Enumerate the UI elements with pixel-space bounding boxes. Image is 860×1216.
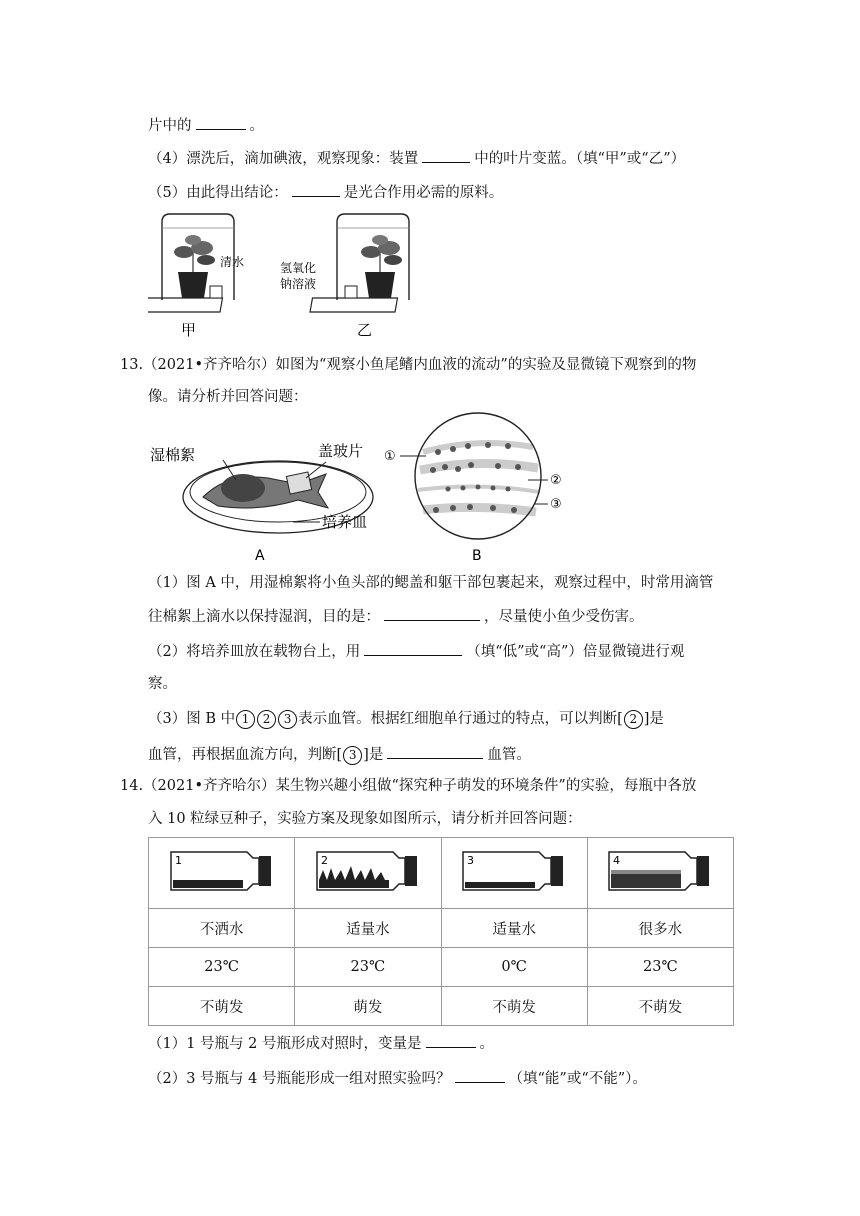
label-naoh-1: 氢氧化	[280, 261, 317, 275]
bottle-2-icon	[313, 846, 423, 896]
table-cell: 适量水	[295, 909, 441, 948]
q12-item-5: （5）由此得出结论： 是光合作用必需的原料。	[148, 180, 503, 204]
table-cell: 萌发	[295, 987, 441, 1026]
label-cotton: 湿棉絮	[150, 446, 196, 464]
bottle-number: 4	[613, 854, 621, 867]
label-yi: 乙	[357, 321, 373, 339]
label-A: A	[255, 548, 265, 564]
answer-blank[interactable]	[426, 1031, 476, 1048]
table-cell: 23℃	[587, 948, 733, 987]
bottle-cell-1	[149, 838, 295, 909]
bottle-number: 2	[320, 854, 328, 867]
microscope-view	[415, 413, 541, 539]
seed-experiment-table	[148, 837, 734, 1026]
table-cell: 不萌发	[149, 987, 295, 1026]
q14-item1: （1）1 号瓶与 2 号瓶形成对照时，变量是 。	[148, 1031, 494, 1055]
table-cell: 23℃	[149, 948, 295, 987]
q12-item-4: （4）漂洗后，滴加碘液，观察现象：装置 中的叶片变蓝。（填“甲”或“乙”）	[148, 146, 685, 170]
table-cell: 不萌发	[441, 987, 587, 1026]
jar-right	[310, 214, 409, 312]
q13-item2-line2: 察。	[148, 676, 177, 692]
table-cell: 不洒水	[149, 909, 295, 948]
table-cell: 23℃	[295, 948, 441, 987]
table-row-water	[149, 909, 734, 948]
q13-stem-line1: 13.（2021•齐齐哈尔）如图为“观察小鱼尾鳍内血液的流动”的实验及显微镜下观察到的物	[120, 357, 697, 373]
circle-num: 1	[236, 710, 255, 729]
label-circle-3: ③	[550, 497, 562, 512]
circle-num: 3	[343, 746, 362, 765]
q12-line-a: 片中的 。	[148, 113, 264, 137]
q14-stem-line1: 14.（2021•齐齐哈尔）某生物兴趣小组做“探究种子萌发的环境条件”的实验，每瓶中各放	[120, 778, 697, 794]
q13-item1-line2: 往棉絮上滴水以保持湿润，目的是： ，尽量使小鱼少受伤害。	[148, 604, 644, 628]
answer-blank[interactable]	[196, 113, 246, 130]
label-circle-1: ①	[384, 449, 396, 464]
q13-item3-line1: （3）图 B 中 1 2 3 表示血管。根据红细胞单行通过的特点，可以判断[ 2 ]是	[148, 711, 664, 727]
table-row-result	[149, 987, 734, 1026]
q13-item1-line1: （1）图 A 中，用湿棉絮将小鱼头部的鳃盖和躯干部包裹起来，观察过程中，时常用滴管	[148, 575, 714, 591]
bell-jar-figure	[148, 210, 438, 340]
answer-blank[interactable]	[387, 742, 483, 759]
label-B: B	[472, 548, 482, 564]
bottle-1-icon	[167, 846, 277, 896]
label-jia: 甲	[181, 321, 197, 339]
q14-item2: （2）3 号瓶与 4 号瓶能形成一组对照实验吗？ （填“能”或“不能”）。	[148, 1066, 647, 1090]
jar-left	[148, 214, 244, 339]
label-dish: 培养皿	[322, 513, 368, 531]
label-circle-2: ②	[550, 473, 562, 488]
circle-num: 2	[624, 710, 643, 729]
table-cell: 很多水	[587, 909, 733, 948]
label-coverslip: 盖玻片	[318, 442, 364, 460]
circle-num: 3	[278, 710, 297, 729]
fish-microscope-figure	[148, 412, 568, 564]
table-cell: 0℃	[441, 948, 587, 987]
bottle-3-icon	[459, 846, 569, 896]
answer-blank[interactable]	[455, 1066, 505, 1083]
bottle-cell-2	[295, 838, 441, 909]
bottle-cell-4	[587, 838, 733, 909]
answer-blank[interactable]	[364, 639, 462, 656]
table-cell: 适量水	[441, 909, 587, 948]
bottle-number: 1	[174, 854, 182, 867]
table-cell: 不萌发	[587, 987, 733, 1026]
bottle-4-icon	[605, 846, 715, 896]
bottle-number: 3	[467, 854, 475, 867]
q14-stem-line2: 入 10 粒绿豆种子，实验方案及现象如图所示，请分析并回答问题：	[148, 811, 582, 827]
circle-num: 2	[257, 710, 276, 729]
answer-blank[interactable]	[384, 604, 480, 621]
answer-blank[interactable]	[422, 146, 470, 163]
table-row-temp	[149, 948, 734, 987]
bottle-cell-3	[441, 838, 587, 909]
q13-stem-line2: 像。请分析并回答问题：	[148, 389, 308, 405]
table-row-bottles	[149, 838, 734, 909]
label-naoh-2: 钠溶液	[280, 277, 317, 291]
label-water: 清水	[220, 255, 245, 269]
q13-item3-line2: 血管，再根据血流方向，判断[ 3 ]是 血管。	[148, 742, 531, 766]
q13-item2-line1: （2）将培养皿放在载物台上，用 （填“低”或“高”）倍显微镜进行观	[148, 639, 684, 663]
answer-blank[interactable]	[292, 180, 340, 197]
